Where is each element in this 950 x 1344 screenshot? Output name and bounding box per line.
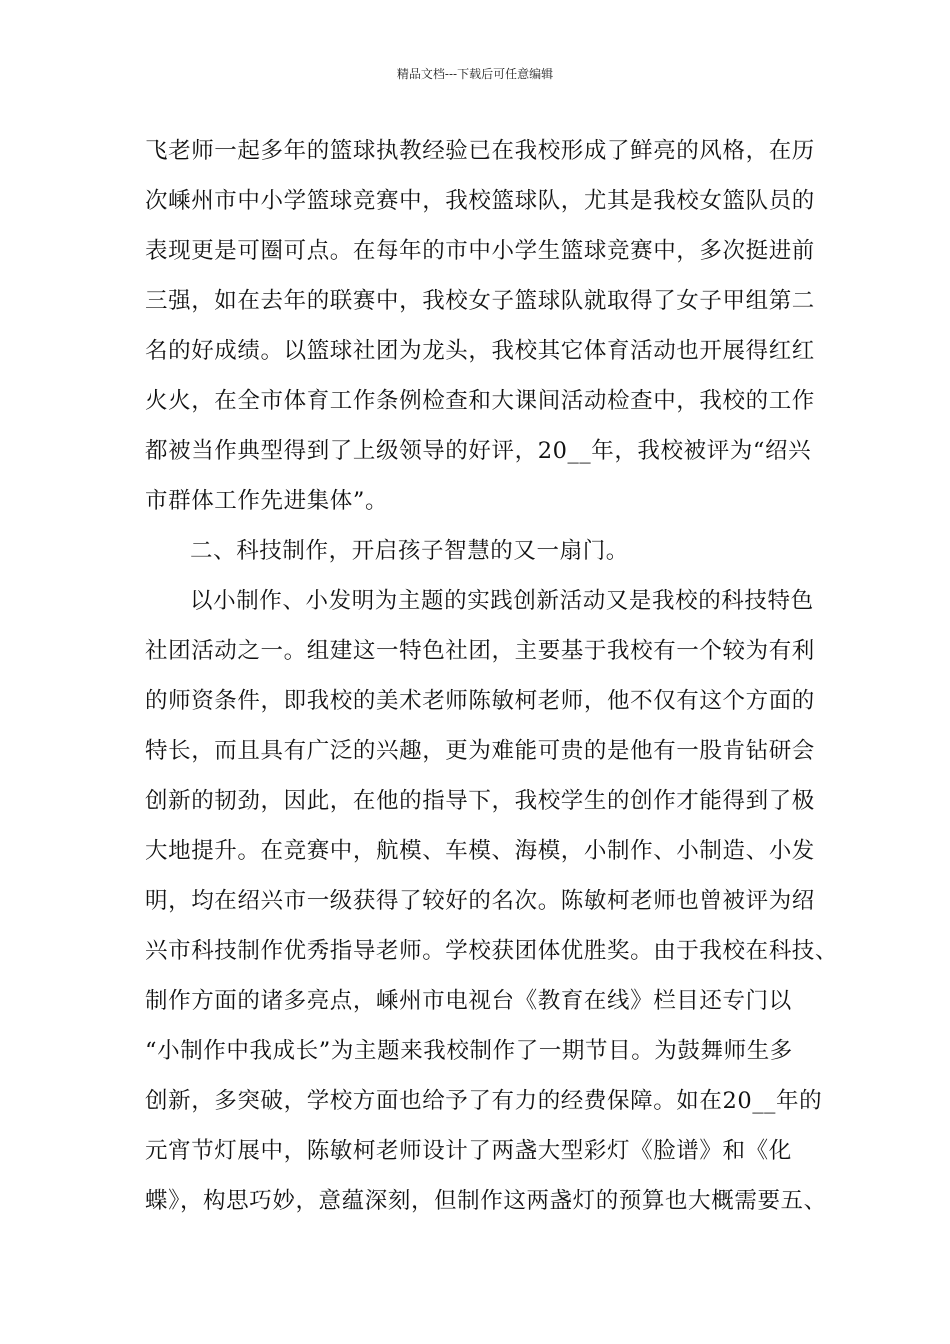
text-line: 都被当作典型得到了上级领导的好评，20__年，我校被评为“绍兴 xyxy=(145,438,812,464)
text-line: 特长，而且具有广泛的兴趣，更为难能可贵的是他有一股肯钻研会 xyxy=(145,738,815,764)
text-line: 蝶》，构思巧妙，意蕴深刻，但制作这两盏灯的预算也大概需要五、 xyxy=(145,1188,827,1214)
text-line: 表现更是可圈可点。在每年的市中小学生篮球竞赛中，多次挺进前 xyxy=(145,238,815,264)
text-line: 飞老师一起多年的篮球执教经验已在我校形成了鲜亮的风格，在历 xyxy=(145,138,815,164)
text-line: 创新的韧劲，因此，在他的指导下，我校学生的创作才能得到了极 xyxy=(145,788,815,814)
text-line: 制作方面的诸多亮点，嵊州市电视台《教育在线》栏目还专门以 xyxy=(145,988,792,1014)
page-header: 精品文档---下载后可任意编辑 xyxy=(396,67,554,81)
text-line: 明，均在绍兴市一级获得了较好的名次。陈敏柯老师也曾被评为绍 xyxy=(145,888,815,914)
text-line: 以小制作、小发明为主题的实践创新活动又是我校的科技特色 xyxy=(190,588,814,614)
text-line: 次嵊州市中小学篮球竞赛中，我校篮球队，尤其是我校女篮队员的 xyxy=(145,188,815,214)
text-line: 兴市科技制作优秀指导老师。学校获团体优胜奖。由于我校在科技、 xyxy=(145,938,839,964)
text-line: 市群体工作先进集体”。 xyxy=(145,488,389,514)
text-line: 名的好成绩。以篮球社团为龙头，我校其它体育活动也开展得红红 xyxy=(145,338,815,364)
text-line: 三强，如在去年的联赛中，我校女子篮球队就取得了女子甲组第二 xyxy=(145,288,815,314)
text-line: 火火，在全市体育工作条例检查和大课间活动检查中，我校的工作 xyxy=(145,388,815,414)
section-heading: 二、科技制作，开启孩子智慧的又一扇门。 xyxy=(190,538,629,564)
text-line: 的师资条件，即我校的美术老师陈敏柯老师，他不仅有这个方面的 xyxy=(145,688,815,714)
text-line: “小制作中我成长”为主题来我校制作了一期节目。为鼓舞师生多 xyxy=(145,1038,793,1064)
text-line: 大地提升。在竞赛中，航模、车模、海模，小制作、小制造、小发 xyxy=(145,838,815,864)
text-line: 创新，多突破，学校方面也给予了有力的经费保障。如在20__年的 xyxy=(145,1088,823,1114)
text-line: 元宵节灯展中，陈敏柯老师设计了两盏大型彩灯《脸谱》和《化 xyxy=(145,1138,792,1164)
text-line: 社团活动之一。组建这一特色社团，主要基于我校有一个较为有利 xyxy=(145,638,815,664)
